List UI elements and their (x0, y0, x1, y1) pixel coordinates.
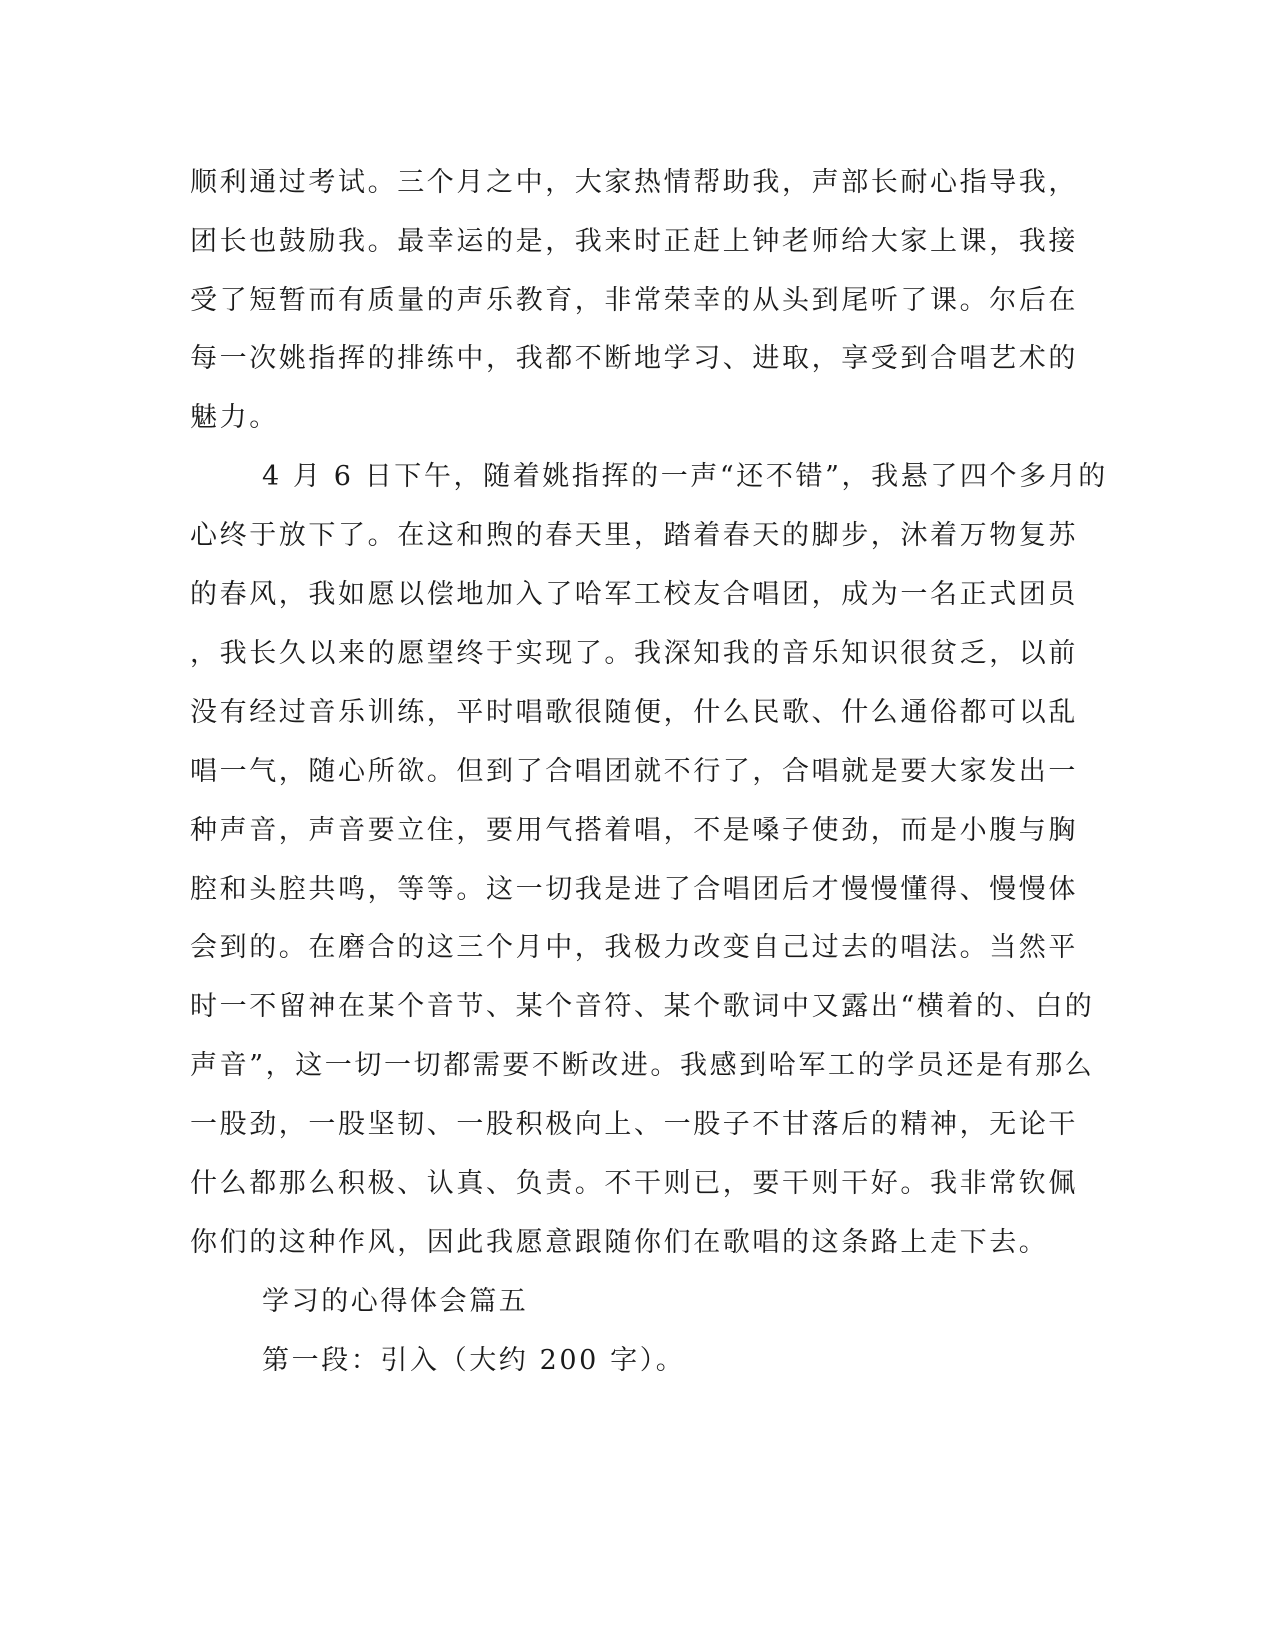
text-line: 种声音，声音要立住，要用气搭着唱，不是嗓子使劲，而是小腹与胸 (190, 815, 1078, 846)
text-line: 顺利通过考试。三个月之中，大家热情帮助我，声部长耐心指导我， (190, 167, 1078, 198)
text-line: ，我长久以来的愿望终于实现了。我深知我的音乐知识很贫乏，以前 (190, 638, 1078, 669)
text-line: 什么都那么积极、认真、负责。不干则已，要干则干好。我非常钦佩 (190, 1168, 1078, 1199)
text-line: 唱一气，随心所欲。但到了合唱团就不行了，合唱就是要大家发出一 (190, 756, 1078, 787)
text-line: 会到的。在磨合的这三个月中，我极力改变自己过去的唱法。当然平 (190, 932, 1078, 963)
text-line: 心终于放下了。在这和煦的春天里，踏着春天的脚步，沐着万物复苏 (190, 520, 1078, 551)
paragraph-heading: 第一段：引入（大约 200 字）。 (262, 1345, 686, 1376)
text-line: 团长也鼓励我。最幸运的是，我来时正赶上钟老师给大家上课，我接 (190, 226, 1078, 257)
text-line: 你们的这种作风，因此我愿意跟随你们在歌唱的这条路上走下去。 (190, 1227, 1049, 1258)
text-line: 4 月 6 日下午，随着姚指挥的一声“还不错”，我悬了四个多月的 (262, 461, 1108, 492)
text-line: 每一次姚指挥的排练中，我都不断地学习、进取，享受到合唱艺术的 (190, 343, 1078, 374)
text-line: 腔和头腔共鸣，等等。这一切我是进了合唱团后才慢慢懂得、慢慢体 (190, 874, 1078, 905)
text-line: 受了短暂而有质量的声乐教育，非常荣幸的从头到尾听了课。尔后在 (190, 285, 1078, 316)
text-line: 没有经过音乐训练，平时唱歌很随便，什么民歌、什么通俗都可以乱 (190, 697, 1078, 728)
text-line: 的春风，我如愿以偿地加入了哈军工校友合唱团，成为一名正式团员 (190, 579, 1078, 610)
section-heading: 学习的心得体会篇五 (262, 1286, 529, 1317)
text-line: 一股劲，一股坚韧、一股积极向上、一股子不甘落后的精神，无论干 (190, 1109, 1078, 1140)
text-line: 声音”，这一切一切都需要不断改进。我感到哈军工的学员还是有那么 (190, 1050, 1095, 1081)
text-line: 时一不留神在某个音节、某个音符、某个歌词中又露出“横着的、白的 (190, 991, 1095, 1022)
text-line: 魅力。 (190, 402, 279, 433)
